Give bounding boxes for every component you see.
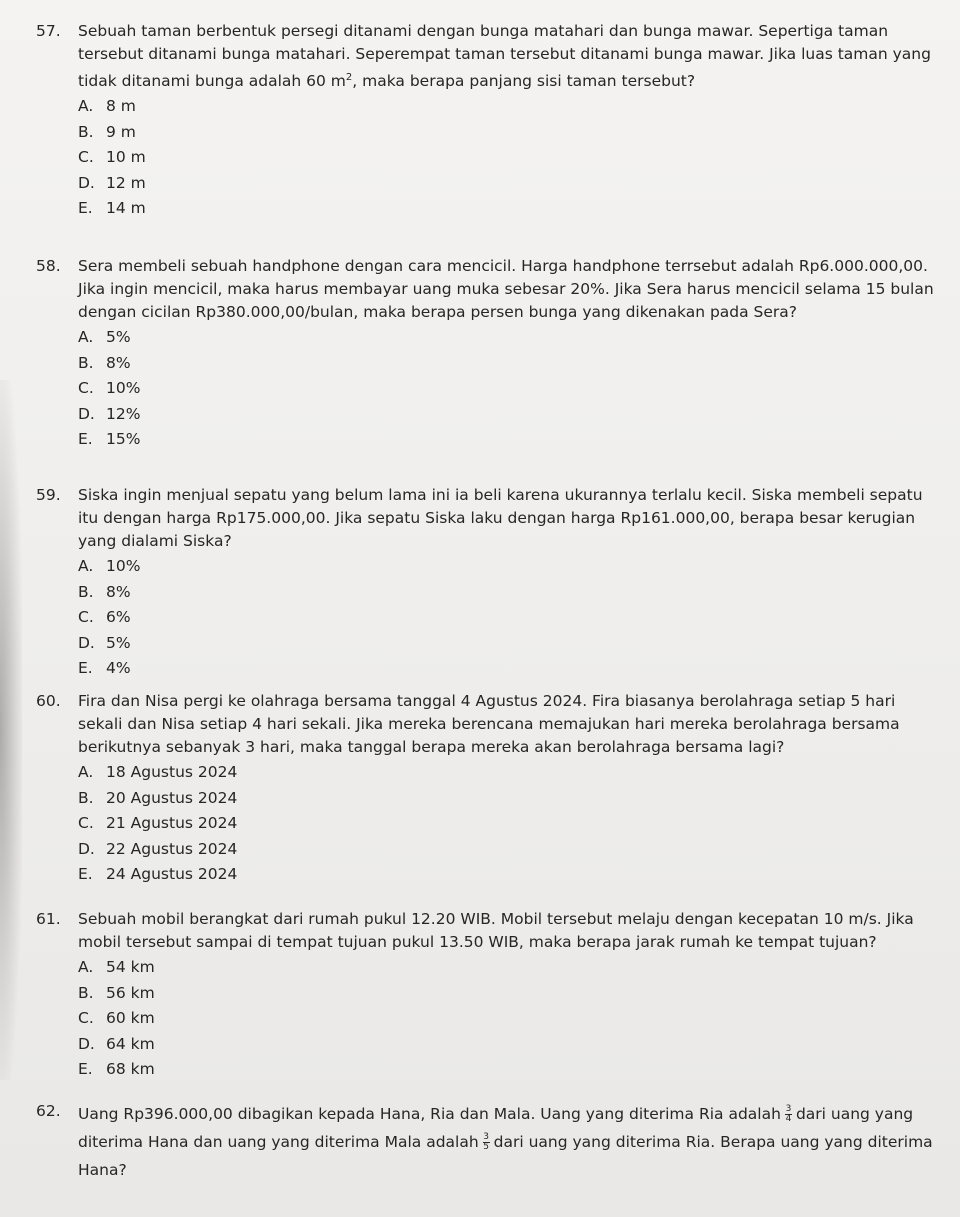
option-c[interactable]: C. 10 m — [78, 148, 146, 167]
question-58 — [36, 255, 936, 453]
question-text: Fira dan Nisa pergi ke olahraga bersama tanggal 4 Agustus 2024. Fira biasanya berolahraga setiap 5 hari sekali dan Nisa setiap 4 hari sekali. Jika mereka berencana memajukan hari mereka berolahraga bersama berikutnya sebanyak 3 hari, maka tanggal berapa mereka akan berolahraga bersama lagi? — [78, 692, 900, 756]
option-c[interactable]: C. 60 km — [78, 1009, 155, 1027]
question-number: 60. — [36, 692, 61, 710]
option-e[interactable]: E. 4% — [78, 659, 131, 677]
option-b[interactable]: B. 8% — [78, 353, 131, 372]
options-list — [36, 760, 936, 888]
option-b[interactable]: B. 9 m — [78, 122, 136, 141]
option-a[interactable]: A. 54 km — [78, 958, 155, 976]
question-57 — [36, 20, 936, 222]
option-d[interactable]: D. 22 Agustus 2024 — [78, 839, 238, 858]
option-a[interactable]: A. 5% — [78, 328, 131, 346]
option-a[interactable]: A. 18 Agustus 2024 — [78, 763, 238, 781]
superscript: 2 — [345, 72, 353, 83]
option-d[interactable]: D. 12 m — [78, 173, 146, 192]
question-number: 61. — [36, 910, 61, 928]
option-e[interactable]: E. 14 m — [78, 199, 146, 218]
options-list — [36, 94, 936, 222]
option-d[interactable]: D. 5% — [78, 633, 131, 652]
option-b[interactable]: B. 8% — [78, 582, 131, 601]
option-a[interactable]: A. 10% — [78, 557, 141, 575]
question-text: Siska ingin menjual sepatu yang belum lama ini ia beli karena ukurannya terlalu kecil. Siska membeli sepatu itu dengan harga Rp175.000,00. Jika sepatu Siska laku dengan harga Rp161.000,00, berapa besar kerugian yang dialami Siska? — [78, 486, 923, 550]
option-d[interactable]: D. 64 km — [78, 1034, 155, 1053]
option-e[interactable]: E. 68 km — [78, 1060, 155, 1078]
options-list — [36, 955, 936, 1083]
question-text: Uang Rp396.000,00 dibagikan kepada Hana, Ria dan Mala. Uang yang diterima Ria adalah $\frac{3}{4}$ dari uang yang diterima Hana dan uang yang diterima Mala adalah $\frac{3}{5}$ dari uang yang diterima Ria. Berapa uang yang diterima Hana? — [78, 1104, 933, 1179]
option-e[interactable]: E. 15% — [78, 430, 141, 448]
question-text: Sebuah mobil berangkat dari rumah pukul 12.20 WIB. Mobil tersebut melaju dengan kecepatan 10 m/s. Jika mobil tersebut sampai di tempat tujuan pukul 13.50 WIB, maka berapa jarak rumah ke tempat tujuan? — [78, 910, 914, 951]
option-b[interactable]: B. 56 km — [78, 983, 155, 1002]
question-number: 57. — [36, 22, 61, 40]
question-61 — [36, 908, 936, 1083]
options-list — [36, 325, 936, 453]
option-a[interactable]: A. 8 m — [78, 97, 136, 116]
question-text: Sebuah taman berbentuk persegi ditanami dengan bunga matahari dan bunga mawar. Sepertiga taman tersebut ditanami bunga matahari. Seperempat taman tersebut ditanami bunga mawar. Jika luas taman yang tidak ditanami bunga adalah 60 $m^2$, maka berapa panjang sisi taman tersebut? — [78, 22, 931, 91]
option-b[interactable]: B. 20 Agustus 2024 — [78, 788, 238, 807]
options-list — [36, 554, 936, 682]
question-60 — [36, 690, 936, 888]
question-59 — [36, 484, 936, 682]
option-e[interactable]: E. 24 Agustus 2024 — [78, 865, 238, 883]
fraction-3-5: $\frac{3}{5}$ — [483, 1132, 490, 1152]
question-62 — [36, 1100, 936, 1184]
question-number: 62. — [36, 1102, 61, 1120]
option-d[interactable]: D. 12% — [78, 404, 141, 423]
option-c[interactable]: C. 6% — [78, 608, 131, 626]
option-c[interactable]: C. 10% — [78, 379, 141, 397]
option-c[interactable]: C. 21 Agustus 2024 — [78, 814, 238, 832]
question-text: Sera membeli sebuah handphone dengan cara mencicil. Harga handphone terrsebut adalah Rp6.000.000,00. Jika ingin mencicil, maka harus membayar uang muka sebesar 20%. Jika Sera harus mencicil selama 15 bulan dengan cicilan Rp380.000,00/bulan, maka berapa persen bunga yang dikenakan pada Sera? — [78, 257, 934, 321]
question-number: 58. — [36, 257, 61, 275]
fraction-3-4: $\frac{3}{4}$ — [785, 1104, 792, 1124]
question-number: 59. — [36, 486, 61, 504]
